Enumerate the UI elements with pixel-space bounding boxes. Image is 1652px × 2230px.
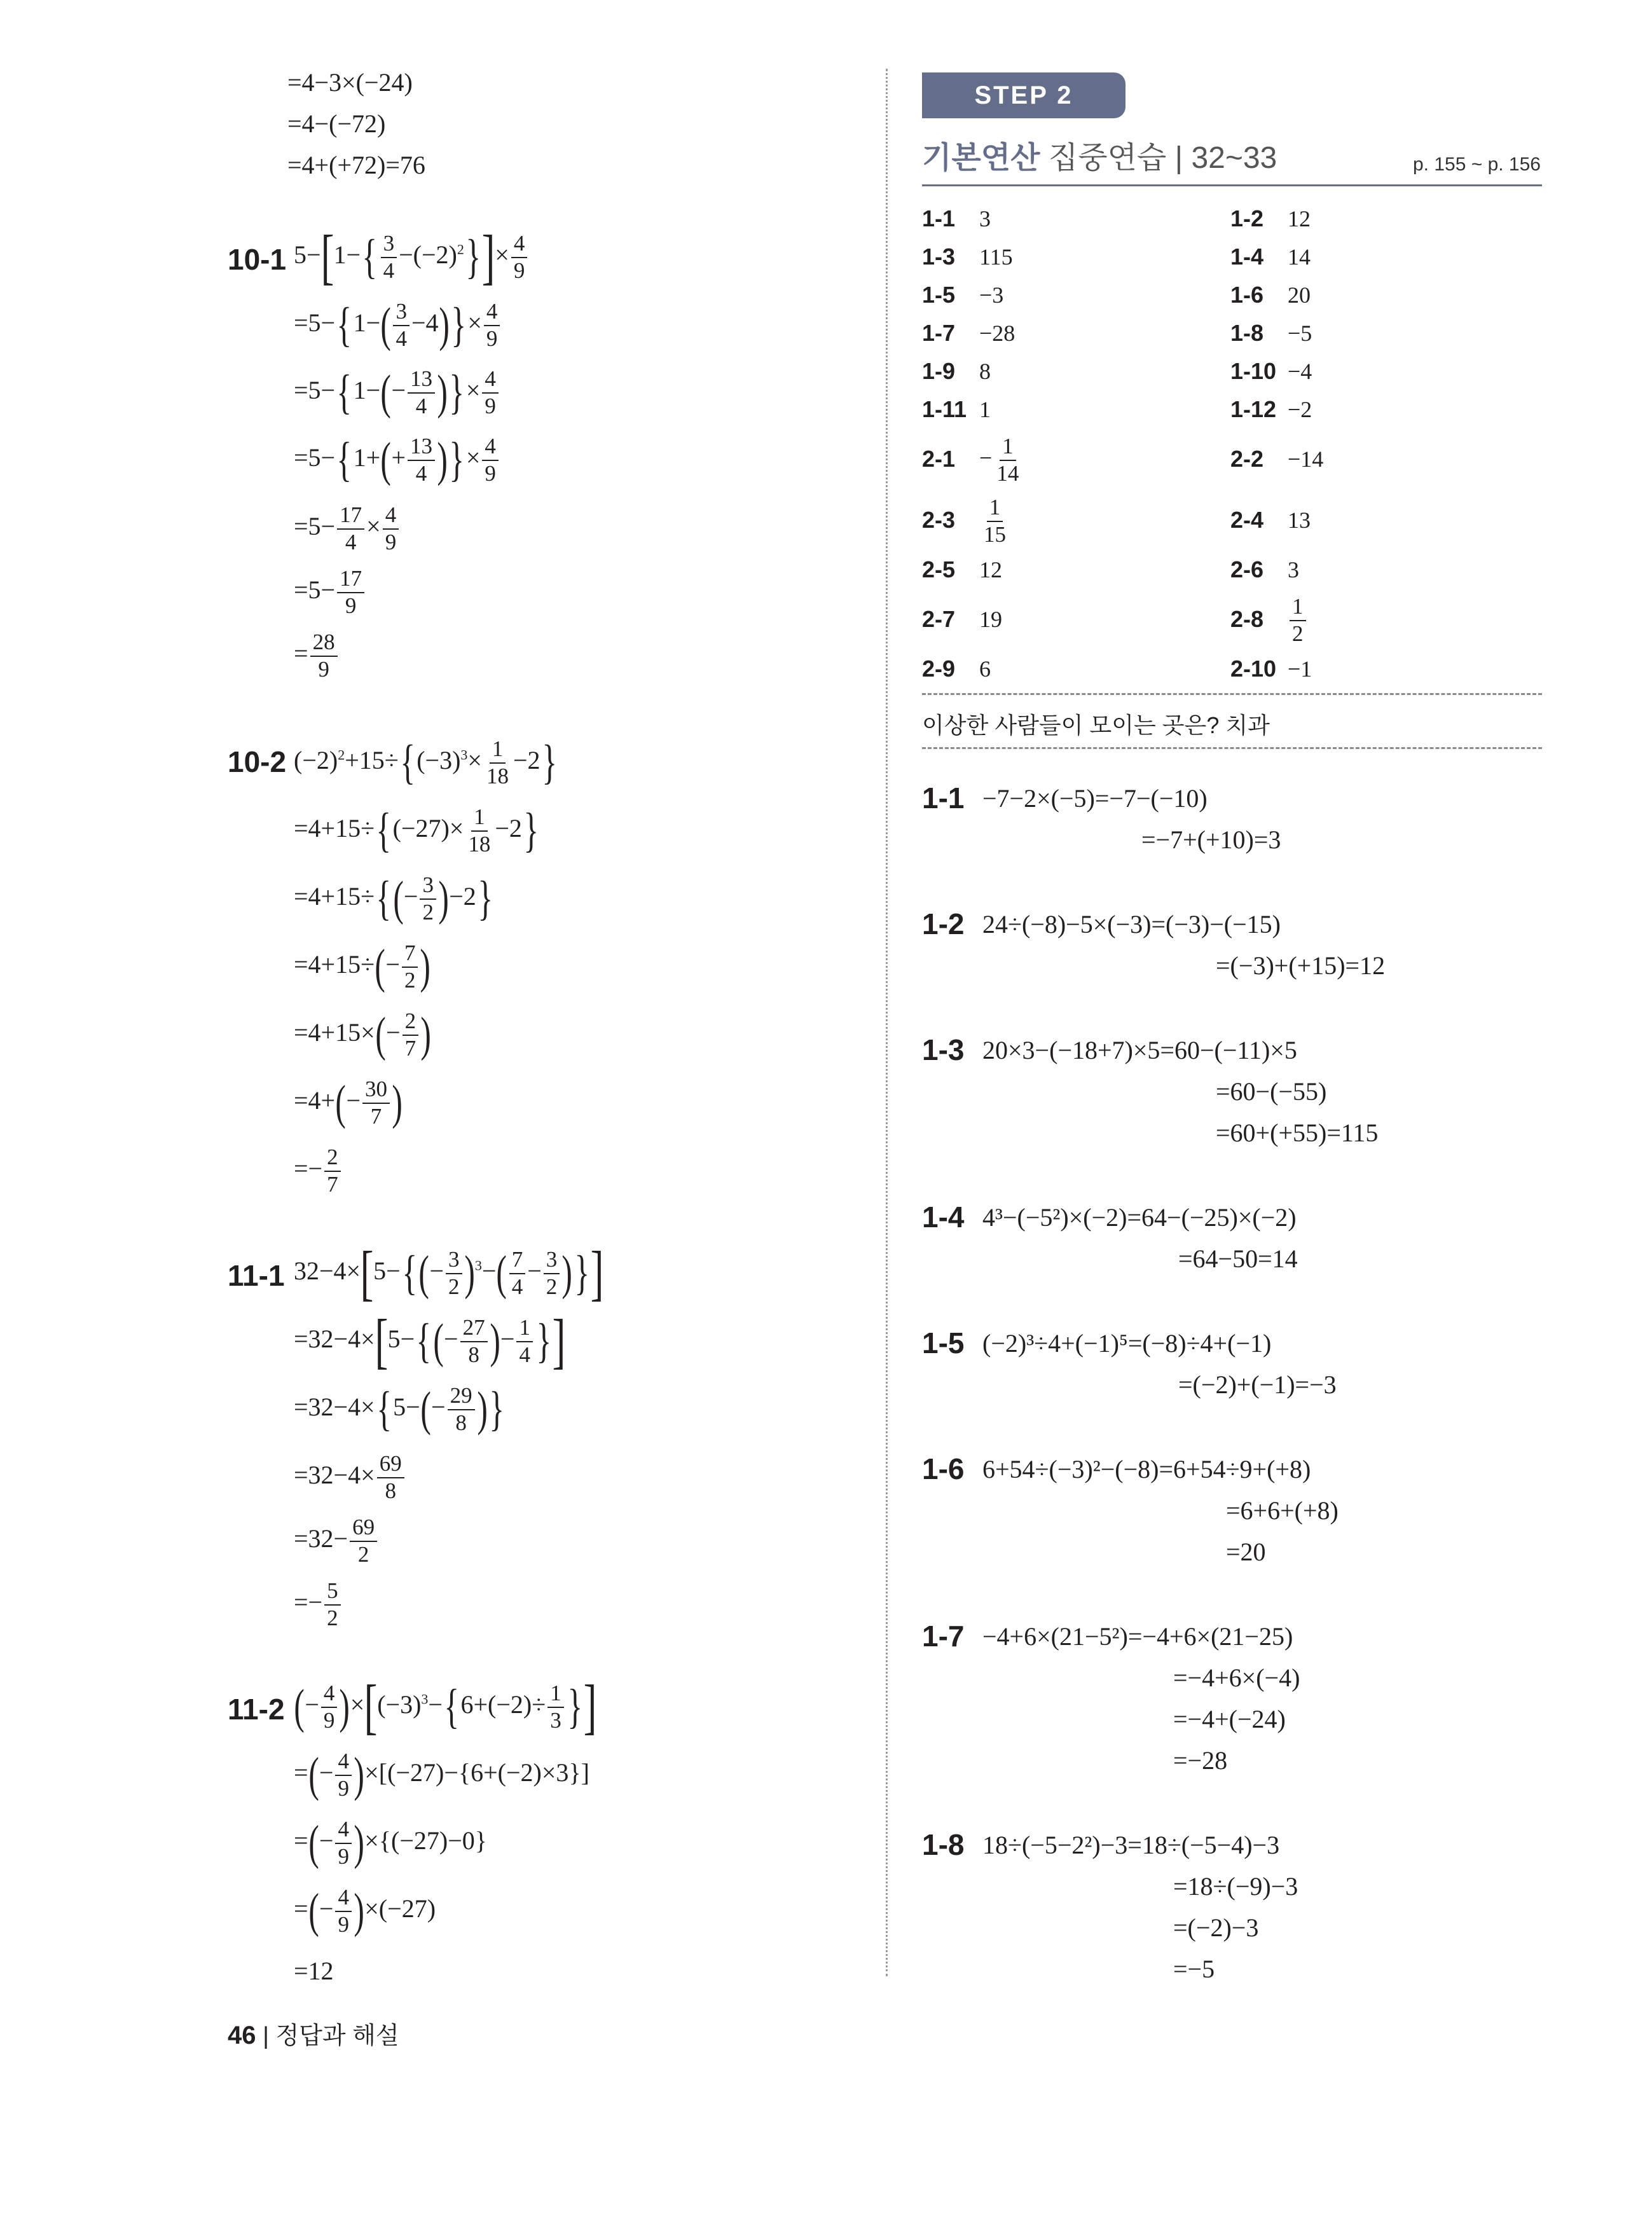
answer-key: 1-12 [1230, 396, 1277, 422]
math-line: =60+(+55)=115 [1216, 1118, 1379, 1147]
answer-value: 13 [1288, 507, 1311, 533]
riddle-rule-top [922, 693, 1542, 695]
problem-label: 11-2 [228, 1693, 285, 1726]
answer-value: 3 [1288, 557, 1299, 582]
math-line: (−2)³÷4+(−1)⁵=(−8)÷4+(−1) [982, 1329, 1272, 1358]
answer-value: $\frac{1}{15}$ [984, 495, 1006, 547]
answer-value: 115 [979, 244, 1013, 270]
math-line: =−7+(+10)=3 [1141, 825, 1281, 854]
math-line: =(−2)+(−1)=−3 [1178, 1370, 1337, 1399]
answer-value: −1 [1288, 656, 1312, 682]
math-line: 6+54÷(−3)²−(−8)=6+54÷9+(+8) [982, 1455, 1311, 1483]
math-line: =4+(+72)=76 [287, 151, 425, 179]
solution-label: 1-4 [922, 1201, 965, 1234]
answer-key: 1-4 [1230, 244, 1264, 270]
math-line: =60−(−55) [1216, 1077, 1327, 1106]
math-line: =12 [294, 1957, 334, 1985]
answer-key: 2-2 [1230, 446, 1264, 472]
math-line: 4³−(−5²)×(−2)=64−(−25)×(−2) [982, 1203, 1297, 1232]
answer-value: 19 [979, 607, 1002, 632]
math-line: =(− $\frac{4}{9}$ )×(−27) [294, 1884, 436, 1938]
answer-key: 2-1 [922, 446, 956, 472]
math-line: =− $\frac{2}{7}$ [294, 1146, 343, 1197]
math-line: =4+15×(− $\frac{2}{7}$ ) [294, 1008, 431, 1062]
math-line: =−5 [1173, 1955, 1215, 1983]
solution-label: 1-6 [922, 1452, 965, 1485]
answer-value: 14 [1288, 244, 1311, 270]
footer-separator: | [263, 2023, 276, 2049]
heading-bold: 기본연산 [922, 141, 1040, 175]
math-line: =5−{1−( $\frac{3}{4}$ −4)}× $\frac{4}{9}$ [294, 300, 502, 351]
problem-label: 10-1 [228, 243, 287, 276]
answer-key: 1-2 [1230, 205, 1264, 231]
answer-value: − $\frac{1}{14}$ [979, 434, 1019, 486]
answer-value: −28 [979, 320, 1015, 346]
math-line: =5−{1−(− $\frac{13}{4}$ )}× $\frac{4}{9}$ [294, 368, 500, 418]
answer-key: 2-9 [922, 656, 956, 682]
answer-value: 6 [979, 656, 991, 682]
answer-key: 2-5 [922, 556, 956, 582]
math-line: =20 [1226, 1538, 1266, 1566]
math-line: =4+15÷(− $\frac{7}{2}$ ) [294, 940, 431, 994]
math-line: =18÷(−9)−3 [1173, 1872, 1298, 1901]
math-line: =(− $\frac{4}{9}$ )×[(−27)−{6+(−2)×3}] [294, 1748, 589, 1802]
answer-key: 1-11 [922, 396, 967, 422]
page-number: 46 [228, 2021, 256, 2049]
answer-key: 1-9 [922, 358, 956, 384]
math-line: =6+6+(+8) [1226, 1496, 1339, 1525]
answer-key: 2-3 [922, 507, 956, 533]
math-line: =(−2)−3 [1173, 1913, 1259, 1942]
math-line: −7−2×(−5)=−7−(−10) [982, 784, 1208, 813]
solution-label: 1-7 [922, 1620, 965, 1653]
solution-label: 1-3 [922, 1033, 965, 1066]
riddle-rule-bottom [922, 747, 1542, 749]
answer-key: 1-10 [1230, 358, 1277, 384]
solution-label: 1-2 [922, 907, 965, 940]
math-line: =4+(− $\frac{30}{7}$ ) [294, 1076, 403, 1130]
math-line: 18÷(−5−2²)−3=18÷(−5−4)−3 [982, 1831, 1280, 1859]
math-line: =4+15÷{(− $\frac{3}{2}$ )−2} [294, 872, 493, 926]
math-line: 20×3−(−18+7)×5=60−(−11)×5 [982, 1036, 1297, 1064]
answer-value: −14 [1288, 446, 1324, 472]
answer-value: 1 [979, 397, 991, 422]
math-line: =−4+6×(−4) [1173, 1663, 1300, 1692]
answer-key: 2-8 [1230, 606, 1264, 632]
answer-value: 20 [1288, 282, 1311, 308]
answer-value: −2 [1288, 397, 1312, 422]
math-line: =4+15÷{(−27)× $\frac{1}{18}$ −2} [294, 804, 539, 858]
math-line: =64−50=14 [1178, 1244, 1298, 1273]
answer-value: 3 [979, 206, 991, 231]
answer-key: 1-1 [922, 205, 956, 231]
problem-label: 11-1 [228, 1259, 285, 1292]
answer-value: 12 [979, 557, 1002, 582]
math-line: =(− $\frac{4}{9}$ )×{(−27)−0} [294, 1816, 487, 1870]
solution-label: 1-5 [922, 1326, 965, 1359]
answer-key: 1-8 [1230, 320, 1264, 346]
math-line: =(−3)+(+15)=12 [1216, 951, 1386, 980]
math-line: (− $\frac{4}{9}$ )$\times[(-3)^3-\{6+(-2)\div$ $\frac{1}{3}$ }] [294, 1672, 597, 1741]
answer-value: $\frac{1}{2}$ [1288, 595, 1308, 646]
step-badge: STEP 2 [922, 72, 1125, 118]
solution-label: 1-1 [922, 781, 965, 815]
answer-key: 2-7 [922, 606, 956, 632]
math-line: =32− $\frac{69}{2}$ [294, 1516, 379, 1567]
solution-label: 1-8 [922, 1828, 965, 1861]
heading-rule [922, 184, 1542, 186]
column-divider [886, 69, 888, 1976]
riddle-text: 이상한 사람들이 모이는 곳은? 치과 [922, 712, 1270, 738]
answer-key: 1-3 [922, 244, 956, 270]
math-line: =32−4×[5−{(− $\frac{27}{8}$ )− $\frac{1}{4}$ }] [294, 1307, 566, 1375]
answer-value: −5 [1288, 320, 1312, 346]
math-line: =− $\frac{5}{2}$ [294, 1580, 343, 1630]
answer-key: 2-10 [1230, 656, 1277, 682]
math-line: $(-2)^2+15\div\{(-3)^3\times$ $\frac{1}{18}$ −2} [294, 736, 557, 790]
math-line: −4+6×(21−5²)=−4+6×(21−25) [982, 1622, 1293, 1651]
math-line: =−4+(−24) [1173, 1705, 1286, 1733]
math-line: =5−{1+(+ $\frac{13}{4}$ )}× $\frac{4}{9}$ [294, 435, 500, 486]
answer-key: 2-6 [1230, 556, 1264, 582]
answer-key: 2-4 [1230, 507, 1264, 533]
math-line: 32−4×[5−{(− $\frac{3}{2}$ )$^3$−( $\frac{7}{4}$ − $\frac{3}{2}$ )}] [294, 1239, 604, 1307]
footer-section: 정답과 해설 [275, 2023, 399, 2049]
page-range: p. 155 ~ p. 156 [1412, 154, 1541, 175]
math-line: =−28 [1173, 1746, 1228, 1775]
answer-value: −3 [979, 282, 1004, 308]
math-line: 5−[1−{ $\frac{3}{4}$ $-(-2)^2\}]\times$ $\frac{4}{9}$ [294, 232, 529, 283]
math-line: =4−(−72) [287, 109, 386, 138]
math-line: =4−3×(−24) [287, 68, 413, 97]
math-line: =32−4×{5−(− $\frac{29}{8}$ )} [294, 1382, 505, 1436]
answer-value: 8 [979, 359, 991, 384]
answer-key: 1-6 [1230, 282, 1264, 308]
answer-value: 12 [1288, 206, 1311, 231]
answer-key: 1-5 [922, 282, 956, 308]
math-line: 24÷(−8)−5×(−3)=(−3)−(−15) [982, 910, 1281, 939]
answer-value: −4 [1288, 359, 1312, 384]
section-heading [922, 143, 1277, 174]
problem-label: 10-2 [228, 745, 287, 778]
math-line: = $\frac{28}{9}$ [294, 631, 340, 682]
math-line: =32−4× $\frac{69}{8}$ [294, 1452, 406, 1503]
math-line: =5− $\frac{17}{4}$ × $\frac{4}{9}$ [294, 504, 401, 554]
heading-rest: 집중연습 | 32~33 [1048, 141, 1277, 175]
page-footer [228, 2016, 399, 2051]
answer-key: 1-7 [922, 320, 956, 346]
math-line: =5− $\frac{17}{9}$ [294, 567, 366, 618]
